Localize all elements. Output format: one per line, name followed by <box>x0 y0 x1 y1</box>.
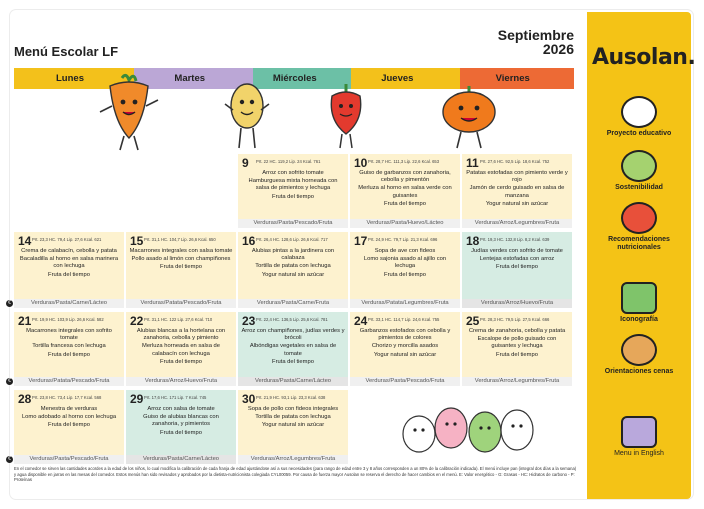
day-cell <box>126 390 236 464</box>
apple-icon <box>621 150 657 182</box>
day-number: 15 <box>130 234 144 248</box>
weekday-friday: Viernes <box>460 68 574 89</box>
price-icon: € <box>6 456 13 463</box>
sidebar-item-proyecto-educativo[interactable] <box>589 96 689 138</box>
kids-vegetables-illustration <box>389 394 549 464</box>
menu-dishes: Garbanzos estofados con cebolla y pimientos de colores Chorizo y morcilla asados Yogur natural sin azúcar <box>359 328 451 358</box>
food-groups: Verduras/Patata/Pescado/Fruta <box>14 377 124 386</box>
menu-dishes: Patatas estofadas con pimiento verde y rojo Jamón de cerdo guisado en salsa de manzana Yogur natural sin azúcar <box>466 170 568 207</box>
day-cell <box>350 312 460 386</box>
day-number: 24 <box>354 314 368 328</box>
potato-mascot-icon <box>223 74 271 154</box>
plate-icon <box>621 334 657 366</box>
menu-dishes: Judías verdes con sofrito de tomate Lentejas estofadas con arroz Fruta del tiempo <box>471 248 563 271</box>
year-label: 2026 <box>542 41 574 57</box>
day-number: 30 <box>242 392 256 406</box>
menu-dishes: Guiso de garbanzos con zanahoria, cebolla y pimentón Merluza al horno en salsa verde con guisantes Fruta del tiempo <box>358 170 452 207</box>
food-groups: Verduras/Patata/Pescado/Fruta <box>126 299 236 308</box>
day-number: 23 <box>242 314 256 328</box>
day-cell <box>126 232 236 308</box>
day-number: 17 <box>354 234 368 248</box>
food-groups: Verduras/Arroz/Huevo/Fruta <box>462 299 572 308</box>
nutrition-info: Prt. 31,1 HC. 104,7 Lip. 26,6 Kcal. 650 <box>144 237 216 242</box>
food-groups: Verduras/Arroz/Legumbres/Fruta <box>462 219 572 228</box>
food-groups: Verduras/Pasta/Huevo/Lácteo <box>350 219 460 228</box>
book-icon <box>621 96 657 128</box>
day-cell <box>462 154 572 228</box>
sidebar-item-menu-english[interactable] <box>589 416 689 458</box>
menu-dishes: Macarrones integrales con sofrito tomate Tortilla francesa con lechuga Fruta del tiempo <box>26 328 112 358</box>
menu-dishes: Alubias pintas a la jardinera con calabaza Tortilla de patata con lechuga Yogur natural sin azúcar <box>251 248 335 278</box>
day-cell <box>350 232 460 308</box>
day-number: 10 <box>354 156 368 170</box>
nutrition-info: Prt. 26,4 HC. 128,6 Lip. 26,6 Kcal. 717 <box>256 237 328 242</box>
page-title: Menú Escolar LF <box>14 44 119 59</box>
day-cell <box>350 154 460 228</box>
month-year <box>474 28 574 56</box>
price-icon: € <box>6 300 13 307</box>
nutrition-info: Prt. 23,3 HC. 79,4 Lip. 27,6 Kcal. 621 <box>32 237 102 242</box>
menu-dishes: Arroz con champiñones, judías verdes y brócoli Albóndigas vegetales en salsa de tomate Fruta del tiempo <box>241 328 345 365</box>
food-groups: Verduras/Pasta/Carne/Fruta <box>238 299 348 308</box>
nutrition-info: Prt. 27,6 HC. 92,5 Lip. 18,6 Kcal. 752 <box>480 159 550 164</box>
food-groups: Verduras/Arroz/Legumbres/Fruta <box>462 377 572 386</box>
day-number: 16 <box>242 234 256 248</box>
nutrition-info: Prt. 21,9 HC. 93,1 Lip. 23,3 Kcal. 638 <box>256 395 326 400</box>
day-cell <box>462 312 572 386</box>
pepper-mascot-icon <box>326 80 366 152</box>
nutrition-info: Prt. 31,1 HC. 122 Lip. 27,6 Kcal. 710 <box>144 317 213 322</box>
sidebar <box>587 12 696 499</box>
month-label: Septiembre <box>497 27 574 43</box>
nutrition-info: Prt. 24,9 HC. 79,7 Lip. 21,3 Kcal. 696 <box>368 237 438 242</box>
menu-dishes: Menestra de verduras Lomo adobado al horno con lechuga Fruta del tiempo <box>21 406 117 429</box>
day-number: 25 <box>466 314 480 328</box>
puzzle-icon <box>621 282 657 314</box>
menu-dishes: Macarrones integrales con salsa tomate Pollo asado al limón con champiñones Fruta del tiempo <box>129 248 233 271</box>
footnotes: En el comedor se sirven las cantidades acordes a la edad de los niños, lo cual modifica la calibración de cada franja de edad ajustándose así a sus necesidades (para rango de edad entre 3 y 8 años corresponden a un 80% de la calibración indicada). El menú incluye pan (integral dos días a la semana) y agua disponible en jarras en las mesas del comedor. Estos menús han sido revisados y aprobados por la dietista-nutricionista colegiada CYL00059. Por causa de fuerza mayor Ausolan se reserva el derecho de hacer cambios en el menú. E: Valor energético - G: Grasas - HC: Hidratos de carbono - P: Proteínas <box>14 466 577 483</box>
menu-dishes: Arroz con sofrito tomate Hamburguesa mixta horneada con salsa de pimientos y lechuga Fruta del tiempo <box>248 170 338 200</box>
day-number: 14 <box>18 234 32 248</box>
day-cell <box>238 390 348 464</box>
menu-dishes: Arroz con salsa de tomate Guiso de alubias blancas con zanahoria, y pimientos Fruta del tiempo <box>143 406 219 436</box>
day-cell <box>238 232 348 308</box>
menu-dishes: Alubias blancas a la hortelana con zanahoria, cebolla y pimiento Merluza horneada en salsa de calabacín con lechuga Fruta del tiempo <box>136 328 226 365</box>
sidebar-item-orientaciones-cenas[interactable] <box>589 334 689 376</box>
day-cell <box>8 312 124 386</box>
weekday-wednesday: Miércoles <box>253 68 351 89</box>
nutrition-info: Prt. 19,9 HC. 103,9 Lip. 26,6 Kcal. 582 <box>32 317 104 322</box>
menu-dishes: Sopa de ave con fideos Lomo sajonia asado al ajillo con lechuga Fruta del tiempo <box>363 248 447 278</box>
nutrition-info: Prt. 22 HC. 119,2 Lip. 24 Kcal. 761 <box>256 159 321 164</box>
day-number: 9 <box>242 156 249 170</box>
sidebar-item-iconografia[interactable] <box>589 282 689 324</box>
day-cell <box>238 154 348 228</box>
sidebar-item-sostenibilidad[interactable] <box>589 150 689 192</box>
pumpkin-mascot-icon <box>437 82 501 154</box>
nutrition-info: Prt. 23,8 HC. 73,4 Lip. 17,7 Kcal. 568 <box>32 395 102 400</box>
price-icon: € <box>6 378 13 385</box>
food-groups: Verduras/Pasta/Pescado/Fruta <box>14 455 124 464</box>
nutrition-info: Prt. 28,7 HC. 111,3 Lip. 22,6 Kcal. 653 <box>368 159 440 164</box>
day-cell <box>8 390 124 464</box>
sidebar-label: Sostenibilidad <box>615 184 663 191</box>
weekday-tuesday: Martes <box>134 68 252 89</box>
food-groups: Verduras/Pasta/Carne/Lácteo <box>126 455 236 464</box>
sidebar-label: Recomendaciones nutricionales <box>608 236 670 251</box>
food-groups: Verduras/Arroz/Legumbres/Fruta <box>238 455 348 464</box>
food-groups: Verduras/Pasta/Carne/Lácteo <box>238 377 348 386</box>
day-number: 29 <box>130 392 144 406</box>
day-number: 21 <box>18 314 32 328</box>
sidebar-item-recomendaciones[interactable] <box>589 202 689 252</box>
weekday-monday: Lunes <box>14 68 134 89</box>
menu-dishes: Crema de zanahoria, cebolla y patata Escalope de pollo guisado con guisantes y lechuga Fruta del tiempo <box>468 328 566 358</box>
food-groups: Verduras/Arroz/Huevo/Fruta <box>126 377 236 386</box>
food-groups: Verduras/Patata/Legumbres/Fruta <box>350 299 460 308</box>
star-icon <box>621 416 657 448</box>
nutrition-info: Prt. 17,6 HC. 171 Lip. 7 Kcal. 745 <box>144 395 207 400</box>
carrot-mascot-icon <box>98 72 160 154</box>
sidebar-label: Menu in English <box>614 450 664 457</box>
menu-dishes: Crema de calabacín, cebolla y patata Bacaladilla al horno en salsa marinera con lechuga Fruta del tiempo <box>19 248 119 278</box>
nutrition-info: Prt. 22,4 HC. 136,5 Lip. 25,6 Kcal. 781 <box>256 317 328 322</box>
food-groups: Verduras/Pasta/Pescado/Fruta <box>238 219 348 228</box>
sidebar-label: Proyecto educativo <box>606 130 672 137</box>
nutrition-info: Prt. 28,3 HC. 79,5 Lip. 27,5 Kcal. 666 <box>480 317 550 322</box>
day-cell <box>126 312 236 386</box>
food-groups: Verduras/Pasta/Pescado/Fruta <box>350 377 460 386</box>
weekday-thursday: Jueves <box>351 68 459 89</box>
ausolan-logo: Ausolan. <box>592 45 696 70</box>
menu-dishes: Sopa de pollo con fideos integrales Tortilla de patata con lechuga Yogur natural sin azúcar <box>247 406 339 429</box>
day-number: 11 <box>466 156 479 170</box>
day-number: 28 <box>18 392 32 406</box>
nutrition-info: Prt. 33,1 HC. 114,7 Lip. 24,6 Kcal. 755 <box>368 317 440 322</box>
sidebar-label: Orientaciones cenas <box>604 368 674 375</box>
nutrition-info: Prt. 19,3 HC. 132,8 Lip. 8,2 Kcal. 639 <box>480 237 550 242</box>
day-cell <box>238 312 348 386</box>
sidebar-label: Iconografía <box>620 316 658 323</box>
mouth-icon <box>621 202 657 234</box>
day-number: 18 <box>466 234 480 248</box>
day-cell <box>462 232 572 308</box>
day-number: 22 <box>130 314 144 328</box>
day-cell <box>8 232 124 308</box>
food-groups: Verduras/Pasta/Carne/Lácteo <box>14 299 124 308</box>
